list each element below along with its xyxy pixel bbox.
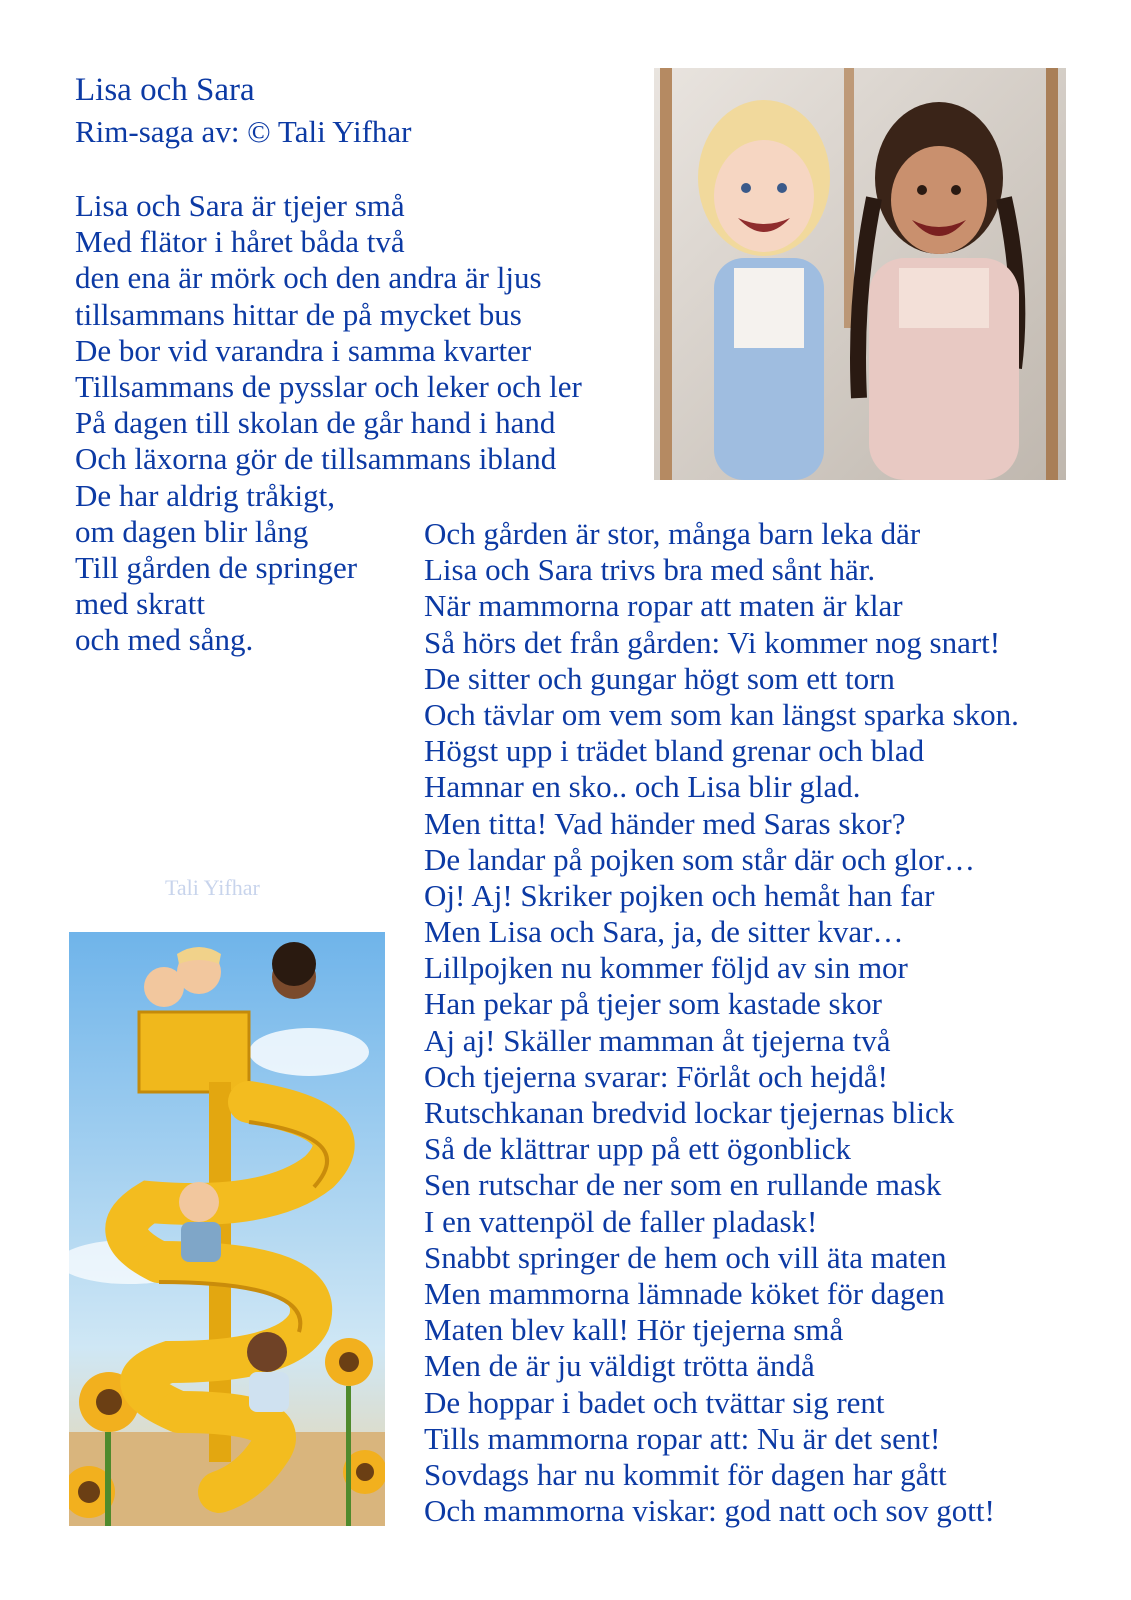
poem-line: Lisa och Sara trivs bra med sånt här. bbox=[424, 552, 876, 588]
poem-line: Men titta! Vad händer med Saras skor? bbox=[424, 805, 906, 841]
poem-right-column bbox=[424, 516, 1019, 1529]
poem-line: Sovdags har nu kommit för dagen har gått bbox=[424, 1456, 947, 1492]
poem-line: De bor vid varandra i samma kvarter bbox=[75, 332, 532, 368]
poem-line: den ena är mörk och den andra är ljus bbox=[75, 260, 542, 296]
poem-line: De hoppar i badet och tvättar sig rent bbox=[424, 1384, 885, 1420]
poem-line: Och tjejerna svarar: Förlåt och hejdå! bbox=[424, 1058, 888, 1094]
poem-byline: Rim-saga av: © Tali Yifhar bbox=[75, 114, 412, 149]
poem-line: Och mammorna viskar: god natt och sov gott! bbox=[424, 1493, 995, 1529]
poem-line: De sitter och gungar högt som ett torn bbox=[424, 660, 895, 696]
poem-line: med skratt bbox=[75, 586, 205, 622]
poem-line: De landar på pojken som står där och glor… bbox=[424, 841, 975, 877]
watermark: Tali Yifhar bbox=[165, 875, 260, 900]
poem-line: Oj! Aj! Skriker pojken och hemåt han far bbox=[424, 877, 935, 913]
poem-line: tillsammans hittar de på mycket bus bbox=[75, 296, 522, 332]
poem-title: Lisa och Sara bbox=[75, 72, 255, 108]
poem-line: Lillpojken nu kommer följd av sin mor bbox=[424, 950, 908, 986]
poem-line: Så hörs det från gården: Vi kommer nog snart! bbox=[424, 624, 1001, 660]
poem-line: Han pekar på tjejer som kastade skor bbox=[424, 986, 882, 1022]
poem-line: Och läxorna gör de tillsammans ibland bbox=[75, 441, 557, 477]
poem-line: Lisa och Sara är tjejer små bbox=[75, 188, 405, 223]
poem-line: Aj aj! Skäller mamman åt tjejerna två bbox=[424, 1022, 891, 1058]
poem-line: Sen rutschar de ner som en rullande mask bbox=[424, 1167, 942, 1203]
poem-line: Maten blev kall! Hör tjejerna små bbox=[424, 1312, 844, 1348]
poem-line: Och tävlar om vem som kan längst sparka skon. bbox=[424, 696, 1019, 732]
poem-line: Men Lisa och Sara, ja, de sitter kvar… bbox=[424, 914, 904, 950]
poem-line: På dagen till skolan de går hand i hand bbox=[75, 405, 556, 441]
spiral-slide-illustration bbox=[69, 932, 385, 1526]
poem-line: Till gården de springer bbox=[75, 549, 358, 585]
poem-line: Så de klättrar upp på ett ögonblick bbox=[424, 1131, 851, 1167]
poem-line: I en vattenpöl de faller pladask! bbox=[424, 1203, 818, 1239]
poem-line: Och gården är stor, många barn leka där bbox=[424, 516, 921, 551]
girls-swinging-illustration bbox=[654, 68, 1066, 480]
poem-line: Men mammorna lämnade köket för dagen bbox=[424, 1275, 945, 1311]
poem-line: Tills mammorna ropar att: Nu är det sent! bbox=[424, 1420, 941, 1456]
poem-line: De har aldrig tråkigt, bbox=[75, 477, 335, 513]
poem-line: Rutschkanan bredvid lockar tjejernas blick bbox=[424, 1095, 955, 1130]
poem-line: om dagen blir lång bbox=[75, 513, 309, 549]
poem-line: När mammorna ropar att maten är klar bbox=[424, 588, 903, 624]
poem-line: Med flätor i håret båda två bbox=[75, 224, 405, 260]
poem-line: och med sång. bbox=[75, 622, 254, 658]
poem-line: Hamnar en sko.. och Lisa blir glad. bbox=[424, 769, 861, 805]
poem-line: Högst upp i trädet bland grenar och blad bbox=[424, 733, 925, 769]
poem-line: Tillsammans de pysslar och leker och ler bbox=[75, 368, 582, 404]
poem-line: Men de är ju väldigt trötta ändå bbox=[424, 1348, 815, 1384]
poem-line: Snabbt springer de hem och vill äta maten bbox=[424, 1239, 947, 1275]
